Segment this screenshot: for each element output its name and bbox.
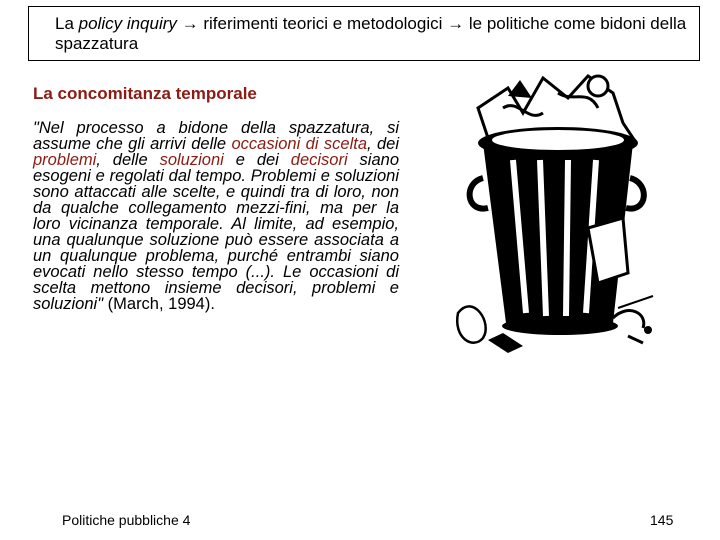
- quote-text: , dei: [367, 135, 399, 153]
- title-prefix: La: [55, 14, 79, 33]
- quote-text: siano esogeni e regolati dal tempo. Problemi e soluzioni sono attaccati alle scelte, e quindi tra di loro, non da qualche collegamento mezzi-fini, ma per la loro vicinanza temporale. Al limite, ad esempio, una qualunque soluzione può essere associata a un qualunque problema, purché entrambi siano evocati nello stesso tempo (...). Le occasioni di scelta mettono insieme decisori, problemi e soluzioni": [33, 151, 399, 313]
- quote-paragraph: [33, 120, 399, 312]
- footer-course-title: Politiche pubbliche 4: [62, 512, 191, 528]
- arrow-right-icon: →: [176, 14, 204, 33]
- highlight-decisori: decisori: [290, 151, 348, 169]
- quote-text: , delle: [96, 151, 160, 169]
- highlight-occasioni: occasioni di scelta: [231, 135, 367, 153]
- quote-text: "Nel processo a bidone della spazzatura, si assume che gli arrivi delle: [33, 119, 399, 153]
- highlight-problemi: problemi: [33, 151, 97, 169]
- section-subtitle: La concomitanza temporale: [33, 84, 257, 103]
- slide-title: [28, 6, 700, 61]
- page-number: 145: [650, 512, 674, 528]
- quote-citation: (March, 1994).: [103, 295, 215, 313]
- title-policy-inquiry: policy inquiry: [78, 14, 177, 33]
- garbage-can-icon: [448, 68, 663, 363]
- title-part3: le politiche come bidoni della spazzatura: [55, 14, 687, 53]
- title-part2: riferimenti teorici e metodologici: [203, 14, 443, 33]
- highlight-soluzioni: soluzioni: [159, 151, 224, 169]
- quote-text: e dei: [223, 151, 291, 169]
- arrow-right-icon: →: [442, 14, 469, 33]
